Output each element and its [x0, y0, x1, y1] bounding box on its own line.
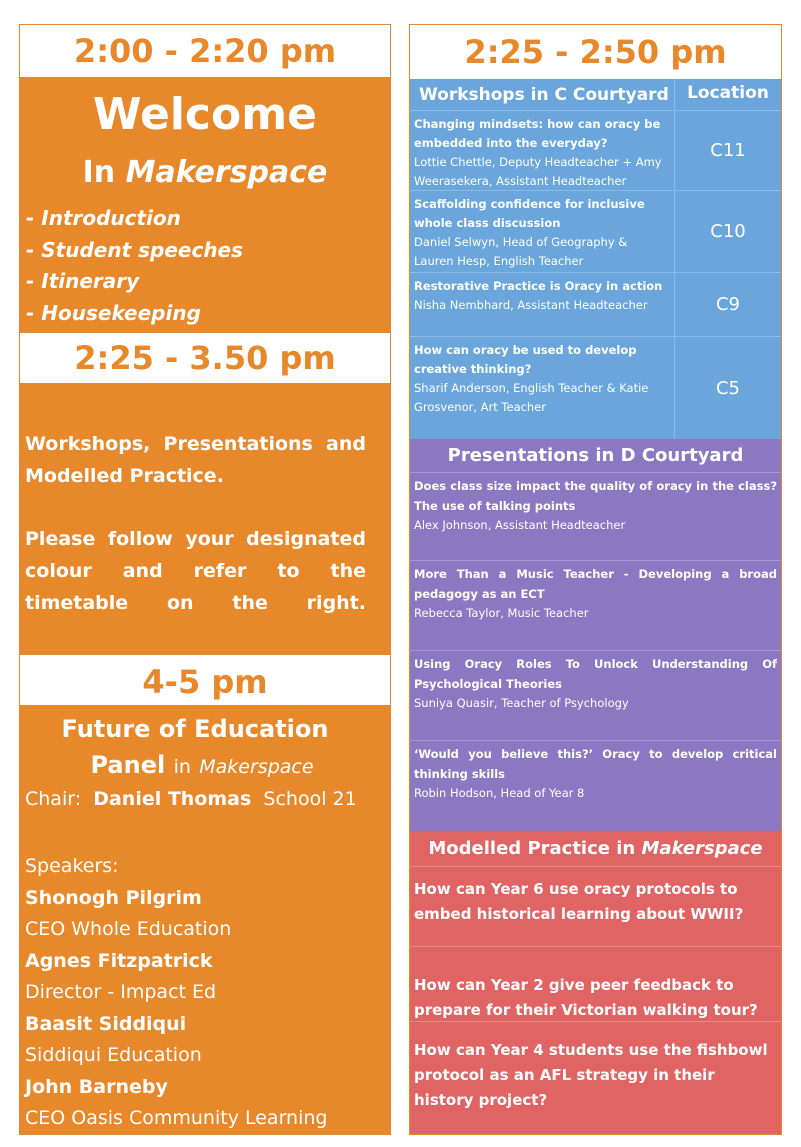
- workshops-title: Workshops in C Courtyard: [419, 85, 669, 105]
- workshop-title: How can oracy be used to develop creative thinking?: [414, 343, 637, 376]
- workshop-location: C5: [674, 337, 781, 439]
- workshop-row: [410, 191, 781, 273]
- welcome-agenda-list: [26, 203, 243, 329]
- workshops-instruction-line: Please follow your designated colour and refer to the timetable on the right.: [25, 528, 366, 614]
- presentation-title: ‘Would you believe this?’ Oracy to develop critical thinking skills: [414, 747, 777, 781]
- presentation-row: [410, 561, 781, 651]
- welcome-location: [20, 155, 390, 190]
- welcome-title: Welcome: [93, 89, 317, 140]
- panel-speakers: [25, 851, 327, 1135]
- speaker-name: John Barneby: [25, 1075, 168, 1098]
- workshop-row: [410, 337, 781, 439]
- workshop-row: [410, 111, 781, 191]
- presentation-title: More Than a Music Teacher - Developing a broad pedagogy as an ECT: [414, 567, 777, 601]
- time-heading-welcome: 2:00 - 2:20 pm: [20, 25, 390, 77]
- modelled-practice-title: Modelled Practice in: [428, 838, 636, 859]
- agenda-item: - Student speeches: [26, 237, 244, 262]
- agenda-item: - Housekeeping: [26, 300, 201, 325]
- modelled-practice-section: [410, 831, 781, 1134]
- modelled-practice-location: Makerspace: [641, 838, 763, 859]
- speaker-role: CEO Whole Education: [25, 918, 232, 940]
- panel-title-block: [20, 711, 370, 785]
- presentation-row: [410, 473, 781, 561]
- workshop-presenters: Lottie Chettle, Deputy Headteacher + Amy Weerasekera, Assistant Headteacher: [414, 155, 662, 188]
- workshop-location: C9: [674, 273, 781, 336]
- presentation-title: Using Oracy Roles To Unlock Understanding Of Psychological Theories: [414, 657, 777, 691]
- presentations-section: [410, 439, 781, 831]
- workshop-presenters: Sharif Anderson, English Teacher & Katie Grosvenor, Art Teacher: [414, 381, 649, 414]
- presentation-row: [410, 651, 781, 741]
- presentation-title: Does class size impact the quality of oracy in the class? The use of talking points: [414, 479, 777, 513]
- presentation-presenter: Alex Johnson, Assistant Headteacher: [414, 518, 626, 532]
- workshop-title: Scaffolding confidence for inclusive whole class discussion: [414, 197, 645, 230]
- chair-org: School 21: [263, 788, 357, 810]
- modelled-practice-row: How can Year 4 students use the fishbowl protocol as an AFL strategy in their history project?: [414, 1041, 768, 1109]
- speaker-role: CEO Oasis Community Learning: [25, 1107, 328, 1129]
- presentation-presenter: Rebecca Taylor, Music Teacher: [414, 606, 589, 620]
- chair-name: Daniel Thomas: [93, 788, 252, 810]
- time-heading-sessions: 2:25 - 2:50 pm: [410, 25, 781, 79]
- chair-label: Chair:: [25, 788, 82, 810]
- workshop-location: C10: [674, 191, 781, 272]
- right-column: [409, 24, 782, 1135]
- modelled-practice-header: [410, 831, 781, 867]
- panel-location: Makerspace: [199, 756, 314, 778]
- presentation-row: [410, 741, 781, 831]
- in-label: In: [82, 155, 116, 190]
- workshop-location: C11: [674, 111, 781, 190]
- speaker-role: Director - Impact Ed: [25, 981, 217, 1003]
- agenda-item: - Itinerary: [26, 269, 140, 293]
- workshops-line: Workshops, Presentations and Modelled Practice.: [25, 433, 366, 487]
- workshops-section: [410, 79, 781, 439]
- workshop-row: [410, 273, 781, 337]
- workshop-presenters: Daniel Selwyn, Head of Geography & Lauren Hesp, English Teacher: [414, 235, 628, 268]
- panel-title: Future of Education: [61, 715, 329, 743]
- time-heading-panel: 4-5 pm: [20, 655, 390, 705]
- workshops-header: [410, 79, 781, 111]
- workshop-presenters: Nisha Nembhard, Assistant Headteacher: [414, 298, 648, 312]
- presentation-presenter: Robin Hodson, Head of Year 8: [414, 786, 585, 800]
- presentation-presenter: Suniya Quasir, Teacher of Psychology: [414, 696, 629, 710]
- speaker-role: Siddiqui Education: [25, 1044, 202, 1066]
- makerspace-label: Makerspace: [125, 155, 328, 190]
- presentations-title: Presentations in D Courtyard: [410, 439, 781, 473]
- speaker-name: Shonogh Pilgrim: [25, 886, 202, 909]
- modelled-practice-row: How can Year 2 give peer feedback to prepare for their Victorian walking tour?: [410, 947, 781, 1022]
- agenda-item: - Introduction: [26, 206, 181, 230]
- workshop-title: Changing mindsets: how can oracy be embedded into the everyday?: [414, 117, 661, 150]
- time-heading-workshops: 2:25 - 3.50 pm: [20, 333, 390, 383]
- location-header: Location: [674, 79, 781, 110]
- panel-in-label: in: [173, 756, 191, 778]
- panel-label: Panel: [90, 751, 166, 779]
- modelled-practice-row: How can Year 6 use oracy protocols to embed historical learning about WWII?: [410, 867, 781, 947]
- speakers-label: Speakers:: [25, 855, 119, 877]
- speaker-name: Baasit Siddiqui: [25, 1012, 187, 1035]
- left-column: [19, 24, 391, 1135]
- speaker-name: Agnes Fitzpatrick: [25, 949, 213, 972]
- panel-chair: [25, 788, 357, 810]
- workshops-instructions: [25, 428, 366, 619]
- workshop-title: Restorative Practice is Oracy in action: [414, 279, 663, 293]
